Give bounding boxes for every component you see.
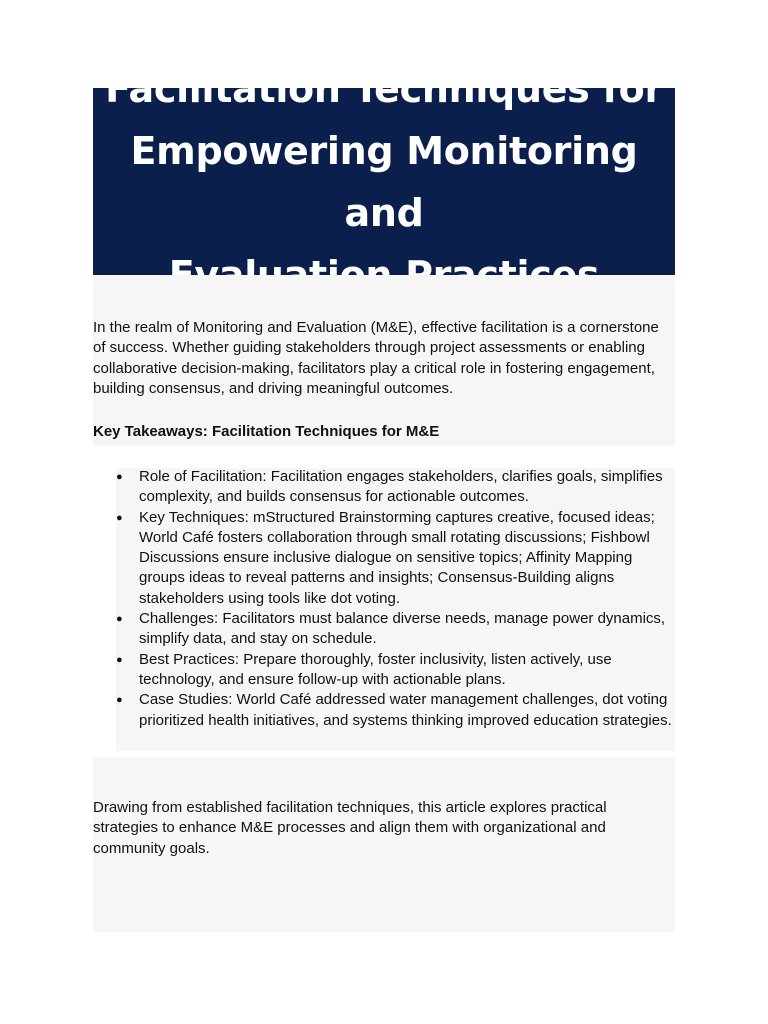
takeaways-heading: Key Takeaways: Facilitation Techniques for M&E	[93, 423, 440, 440]
page-title-line-2: Empowering Monitoring and	[130, 128, 638, 235]
list-item-text: Best Practices: Prepare thoroughly, foster inclusivity, listen actively, use technology, and ensure follow-up with actionable plans.	[139, 650, 612, 688]
page-title	[93, 58, 675, 306]
outro-paragraph: Drawing from established facilitation techniques, this article explores practical strategies to enhance M&E processes and align them with organizational and community goals.	[93, 799, 607, 857]
bullet-icon: ●	[116, 471, 123, 483]
list-item	[116, 508, 674, 609]
bullet-icon: ●	[116, 511, 123, 524]
list-item-text: Role of Facilitation: Facilitation engages stakeholders, clarifies goals, simplifies complexity, and builds consensus for actionable outcomes.	[139, 468, 663, 506]
list-item	[116, 609, 674, 650]
list-item-text: Key Techniques: mStructured Brainstorming captures creative, focused ideas; World Café fosters collaboration through small rotating discussions; Fishbowl Discussions ensure inclusive dialogue on sensitive topics; Affinity Mapping groups ideas to reveal patterns and insights; Consensus-Building aligns stakeholders using tools like dot voting.	[139, 508, 655, 607]
bullet-icon: ●	[116, 613, 123, 626]
bullet-icon: ●	[116, 694, 123, 707]
intro-paragraph: In the realm of Monitoring and Evaluation (M&E), effective facilitation is a cornerstone of success. Whether guiding stakeholders through project assessments or enabling collaborative decision-making, facilitators play a critical role in fostering engagement, building consensus, and driving meaningful outcomes.	[93, 319, 659, 397]
list-item-text: Case Studies: World Café addressed water management challenges, dot voting prioritized health initiatives, and systems thinking improved education strategies.	[139, 691, 672, 729]
bullet-icon: ●	[116, 653, 123, 666]
title-banner	[93, 66, 675, 275]
list-item	[116, 467, 674, 508]
list-item	[116, 690, 674, 731]
takeaways-list	[116, 467, 674, 731]
list-item	[116, 650, 674, 691]
list-item-text: Challenges: Facilitators must balance diverse needs, manage power dynamics, simplify data, and stay on schedule.	[139, 610, 666, 648]
page-title-line-1: Facilitation Techniques for	[105, 66, 663, 111]
